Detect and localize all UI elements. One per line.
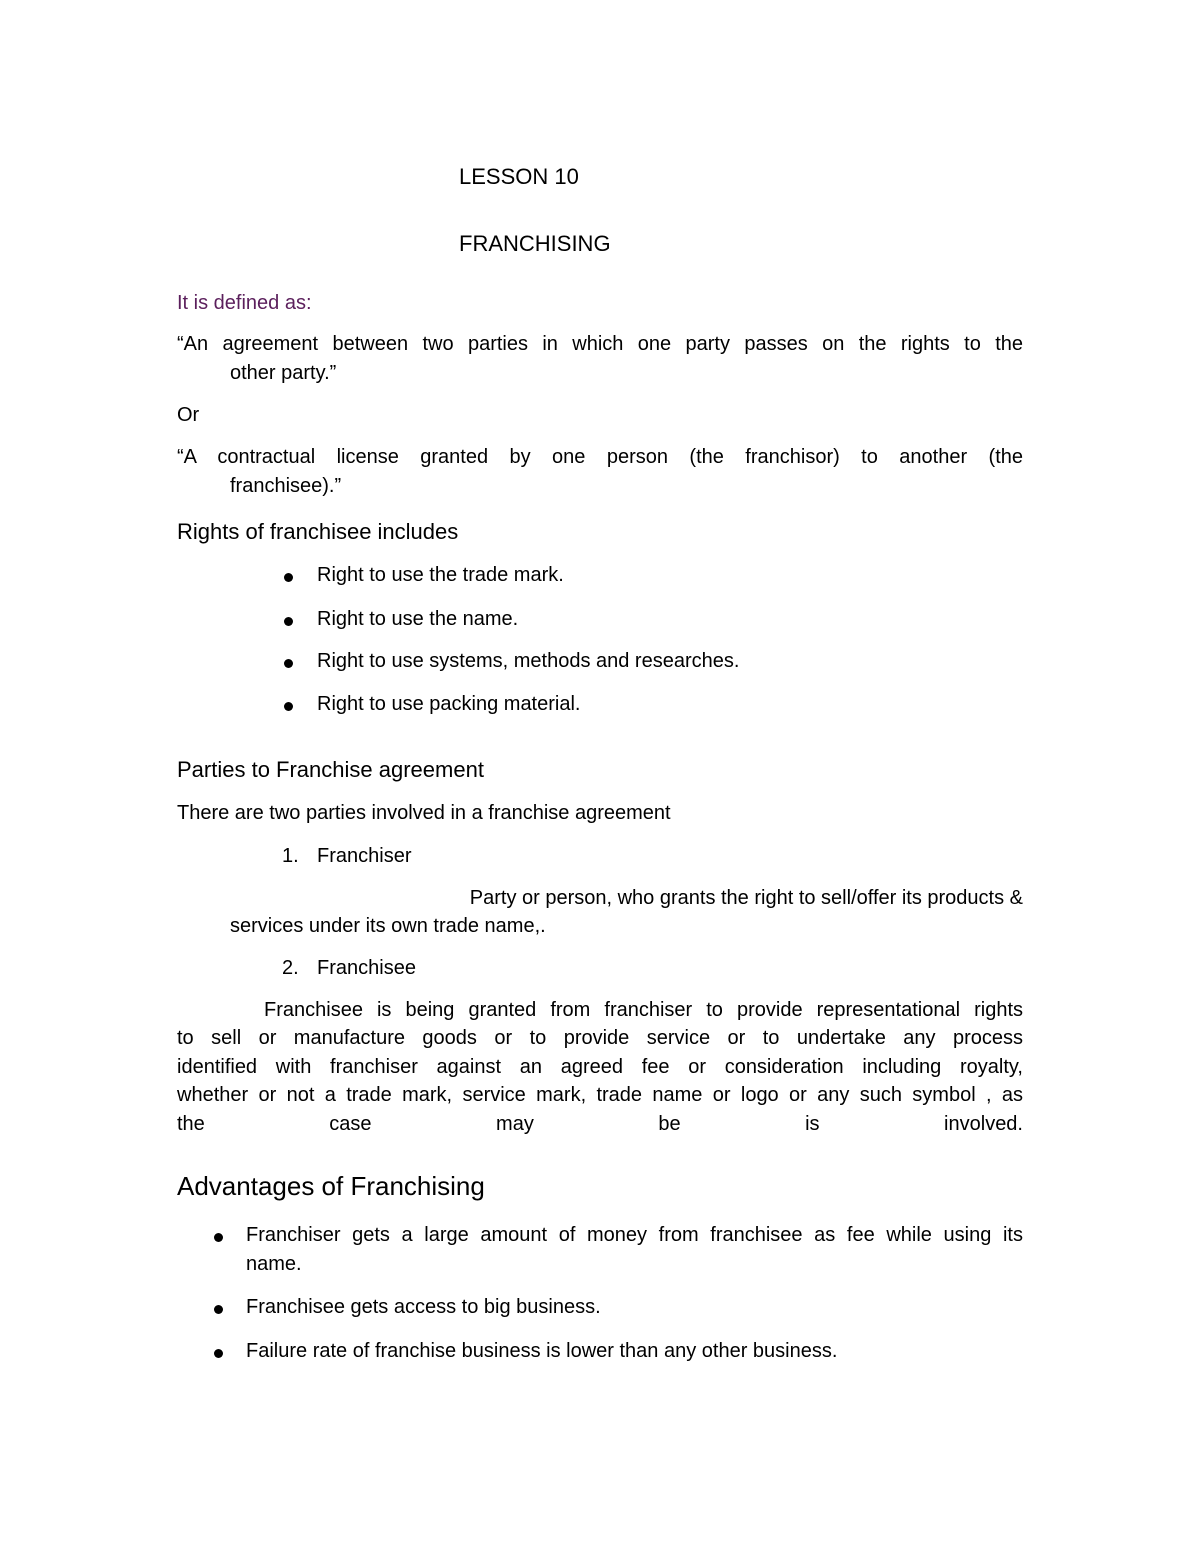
definition-intro: It is defined as: bbox=[177, 292, 312, 314]
rights-item: Right to use systems, methods and researches. bbox=[317, 650, 740, 672]
bullet-icon bbox=[284, 573, 293, 582]
party-1-number: 1. bbox=[282, 845, 299, 867]
parties-intro: There are two parties involved in a franchise agreement bbox=[177, 802, 671, 824]
advantages-heading: Advantages of Franchising bbox=[177, 1171, 485, 1201]
bullet-icon bbox=[214, 1233, 223, 1242]
advantage-item-1-line-1: Franchiser gets a large amount of money from franchisee as fee while using its bbox=[246, 1224, 1023, 1246]
rights-heading: Rights of franchisee includes bbox=[177, 519, 459, 544]
lesson-number: LESSON 10 bbox=[459, 164, 579, 189]
definition-1-line-2: other party.” bbox=[230, 362, 337, 384]
party-2-number: 2. bbox=[282, 957, 299, 979]
advantage-item-3: Failure rate of franchise business is lower than any other business. bbox=[246, 1340, 838, 1362]
party-2-desc-line: the case may be is involved. bbox=[177, 1113, 1023, 1135]
bullet-icon bbox=[214, 1305, 223, 1314]
definition-or: Or bbox=[177, 404, 200, 426]
definition-2-line-1: “A contractual license granted by one person (the franchisor) to another (the bbox=[177, 446, 1023, 468]
advantage-item-1-line-2: name. bbox=[246, 1253, 302, 1275]
definition-1-line-1: “An agreement between two parties in which one party passes on the rights to the bbox=[177, 333, 1023, 355]
party-2-title: Franchisee bbox=[317, 957, 416, 979]
parties-heading: Parties to Franchise agreement bbox=[177, 757, 484, 782]
bullet-icon bbox=[284, 617, 293, 626]
party-2-desc-line: Franchisee is being granted from franchiser to provide representational rights bbox=[264, 999, 1023, 1021]
rights-item: Right to use packing material. bbox=[317, 693, 581, 715]
rights-item: Right to use the name. bbox=[317, 608, 519, 630]
party-2-desc-line: to sell or manufacture goods or to provide service or to undertake any process bbox=[177, 1027, 1023, 1049]
rights-item: Right to use the trade mark. bbox=[317, 564, 564, 586]
bullet-icon bbox=[214, 1349, 223, 1358]
bullet-icon bbox=[284, 702, 293, 711]
party-1-title: Franchiser bbox=[317, 845, 412, 867]
page-title: FRANCHISING bbox=[459, 231, 611, 256]
party-1-desc-line-1: Party or person, who grants the right to sell/offer its products & bbox=[469, 887, 1023, 909]
party-1-desc-line-2: services under its own trade name,. bbox=[230, 915, 546, 937]
advantage-item-2: Franchisee gets access to big business. bbox=[246, 1296, 601, 1318]
party-2-desc-line: identified with franchiser against an agreed fee or consideration including royalty, bbox=[177, 1056, 1023, 1078]
party-2-desc-line: whether or not a trade mark, service mark, trade name or logo or any such symbol , as bbox=[177, 1084, 1023, 1106]
definition-2-line-2: franchisee).” bbox=[230, 475, 342, 497]
bullet-icon bbox=[284, 659, 293, 668]
